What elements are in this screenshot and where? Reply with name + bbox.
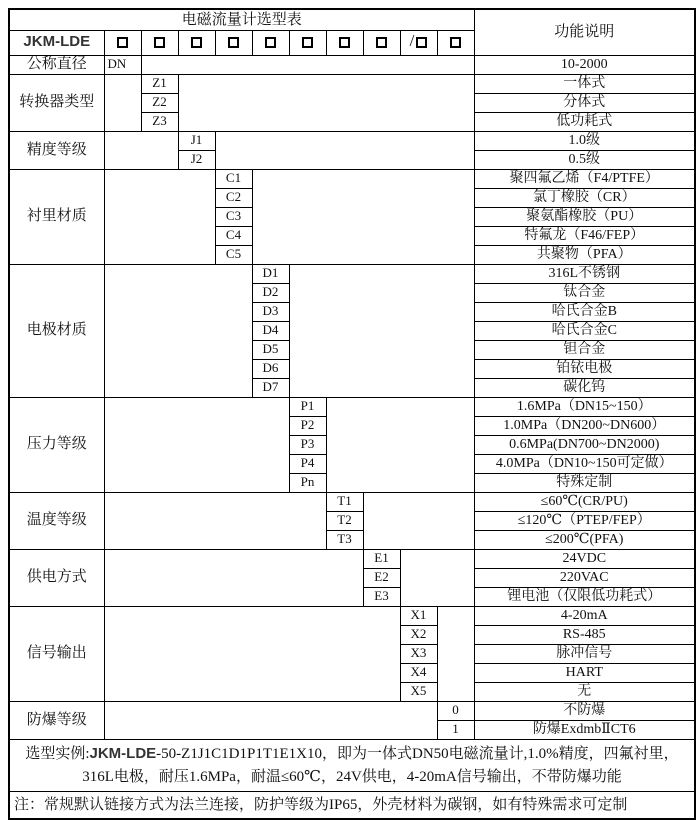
option-description: 不防爆: [474, 701, 695, 720]
option-code: D5: [252, 340, 289, 359]
option-code: P3: [289, 435, 326, 454]
option-code: D2: [252, 283, 289, 302]
table-title: 电磁流量计选型表: [9, 9, 474, 30]
empty-region: [104, 264, 252, 397]
empty-region: [289, 264, 474, 397]
option-code: J1: [178, 131, 215, 150]
spec-row: [9, 131, 695, 150]
option-code: Z3: [141, 112, 178, 131]
option-code: Z1: [141, 74, 178, 93]
option-description: 1.0级: [474, 131, 695, 150]
category-label: 温度等级: [9, 492, 104, 549]
empty-region: [104, 701, 437, 739]
empty-region: [104, 74, 141, 131]
option-description: ≤200℃(PFA): [474, 530, 695, 549]
selection-table-body: [9, 55, 695, 739]
option-description: 特殊定制: [474, 473, 695, 492]
category-label: 压力等级: [9, 397, 104, 492]
option-description: 220VAC: [474, 568, 695, 587]
option-code: D1: [252, 264, 289, 283]
category-label: 公称直径: [9, 55, 104, 74]
option-description: 哈氏合金B: [474, 302, 695, 321]
selection-example: [9, 739, 695, 792]
option-code: 0: [437, 701, 474, 720]
option-description: 24VDC: [474, 549, 695, 568]
option-code: E2: [363, 568, 400, 587]
option-description: 铂铱电极: [474, 359, 695, 378]
option-description: 哈氏合金C: [474, 321, 695, 340]
example-code-and-meaning: -50-Z1J1C1D1P1T1E1X10，即为一体式DN50电磁流量计,1.0%精度，四氟衬里，: [156, 745, 679, 762]
empty-region: [104, 169, 215, 264]
option-description: HART: [474, 663, 695, 682]
code-box-cell: [437, 30, 474, 55]
option-description: 1.6MPa（DN15~150）: [474, 397, 695, 416]
empty-region: [252, 169, 474, 264]
checkbox-icon: [228, 37, 239, 48]
option-code: C4: [215, 226, 252, 245]
option-description: 防爆ExdmbⅡCT6: [474, 720, 695, 739]
option-code: T1: [326, 492, 363, 511]
empty-region: [178, 74, 474, 131]
spec-row: [9, 397, 695, 416]
option-code: C1: [215, 169, 252, 188]
option-description: 一体式: [474, 74, 695, 93]
option-code: 1: [437, 720, 474, 739]
option-description: 低功耗式: [474, 112, 695, 131]
option-description: 锂电池（仅限低功耗式）: [474, 587, 695, 606]
option-description: 碳化钨: [474, 378, 695, 397]
code-box-cell: [326, 30, 363, 55]
code-box-cell: [289, 30, 326, 55]
option-code: X5: [400, 682, 437, 701]
category-label: 供电方式: [9, 549, 104, 606]
option-code: P4: [289, 454, 326, 473]
option-description: 分体式: [474, 93, 695, 112]
spec-row: [9, 701, 695, 720]
empty-region: [326, 397, 474, 492]
checkbox-icon: [376, 37, 387, 48]
option-description: 聚氨酯橡胶（PU）: [474, 207, 695, 226]
checkbox-icon: [117, 37, 128, 48]
option-description: ≤60℃(CR/PU): [474, 492, 695, 511]
option-description: 聚四氟乙烯（F4/PTFE）: [474, 169, 695, 188]
empty-region: [104, 606, 400, 701]
spec-row: [9, 606, 695, 625]
empty-region: [104, 549, 363, 606]
option-description: 氯丁橡胶（CR）: [474, 188, 695, 207]
option-description: 钽合金: [474, 340, 695, 359]
category-label: 衬里材质: [9, 169, 104, 264]
empty-region: [363, 492, 474, 549]
code-box-cell: [400, 30, 437, 55]
category-label: 转换器类型: [9, 74, 104, 131]
category-label: 信号输出: [9, 606, 104, 701]
code-box-cell: [104, 30, 141, 55]
option-code: C3: [215, 207, 252, 226]
empty-region: [215, 131, 474, 169]
option-description: 钛合金: [474, 283, 695, 302]
option-code: T2: [326, 511, 363, 530]
checkbox-icon: [302, 37, 313, 48]
option-description: 10-2000: [474, 55, 695, 74]
option-code: P1: [289, 397, 326, 416]
option-code: J2: [178, 150, 215, 169]
option-code: DN: [104, 55, 141, 74]
checkbox-icon: [416, 37, 427, 48]
option-description: 特氟龙（F46/FEP）: [474, 226, 695, 245]
flowmeter-selection-table: [8, 8, 696, 820]
example-row: [9, 739, 695, 792]
model-prefix-label: JKM-LDE: [9, 30, 104, 55]
note-text: 注：常规默认链接方式为法兰连接，防护等级为IP65，外壳材料为碳钢，如有特殊需求可定制: [9, 792, 695, 819]
option-code: E3: [363, 587, 400, 606]
empty-region: [141, 55, 474, 74]
function-column-header: 功能说明: [474, 9, 695, 55]
empty-region: [104, 131, 178, 169]
option-code: C2: [215, 188, 252, 207]
option-description: ≤120℃（PTEP/FEP）: [474, 511, 695, 530]
spec-row: [9, 264, 695, 283]
code-box-cell: [215, 30, 252, 55]
checkbox-icon: [339, 37, 350, 48]
option-code: X4: [400, 663, 437, 682]
option-description: 0.6MPa(DN700~DN2000): [474, 435, 695, 454]
option-description: 脉冲信号: [474, 644, 695, 663]
option-code: X1: [400, 606, 437, 625]
option-code: P2: [289, 416, 326, 435]
option-description: 共聚物（PFA）: [474, 245, 695, 264]
code-box-cell: [178, 30, 215, 55]
category-label: 精度等级: [9, 131, 104, 169]
example-prefix: 选型实例:: [25, 745, 90, 762]
option-code: D3: [252, 302, 289, 321]
option-code: E1: [363, 549, 400, 568]
checkbox-icon: [450, 37, 461, 48]
empty-region: [104, 397, 289, 492]
code-box-cell: [252, 30, 289, 55]
option-description: 无: [474, 682, 695, 701]
spec-row: [9, 55, 695, 74]
empty-region: [400, 549, 474, 606]
spec-row: [9, 492, 695, 511]
empty-region: [104, 492, 326, 549]
category-label: 防爆等级: [9, 701, 104, 739]
option-code: D7: [252, 378, 289, 397]
option-code: D4: [252, 321, 289, 340]
option-code: X2: [400, 625, 437, 644]
option-code: Z2: [141, 93, 178, 112]
option-description: 1.0MPa（DN200~DN600）: [474, 416, 695, 435]
option-code: X3: [400, 644, 437, 663]
spec-row: [9, 169, 695, 188]
example-line2: 316L电极，耐压1.6MPa，耐温≤60℃，24V供电，4-20mA信号输出，不带防爆功能: [82, 768, 622, 785]
option-description: RS-485: [474, 625, 695, 644]
option-description: 0.5级: [474, 150, 695, 169]
option-code: T3: [326, 530, 363, 549]
code-box-cell: [363, 30, 400, 55]
checkbox-icon: [154, 37, 165, 48]
spec-row: [9, 549, 695, 568]
title-row: [9, 9, 695, 30]
checkbox-icon: [265, 37, 276, 48]
checkbox-icon: [191, 37, 202, 48]
category-label: 电极材质: [9, 264, 104, 397]
slash-separator: /: [409, 31, 415, 51]
option-code: D6: [252, 359, 289, 378]
example-model: JKM-LDE: [89, 744, 157, 762]
code-box-cell: [141, 30, 178, 55]
empty-region: [437, 606, 474, 701]
note-row: [9, 792, 695, 819]
option-description: 4.0MPa（DN10~150可定做）: [474, 454, 695, 473]
option-code: Pn: [289, 473, 326, 492]
option-description: 316L不锈钢: [474, 264, 695, 283]
option-code: C5: [215, 245, 252, 264]
spec-row: [9, 74, 695, 93]
option-description: 4-20mA: [474, 606, 695, 625]
